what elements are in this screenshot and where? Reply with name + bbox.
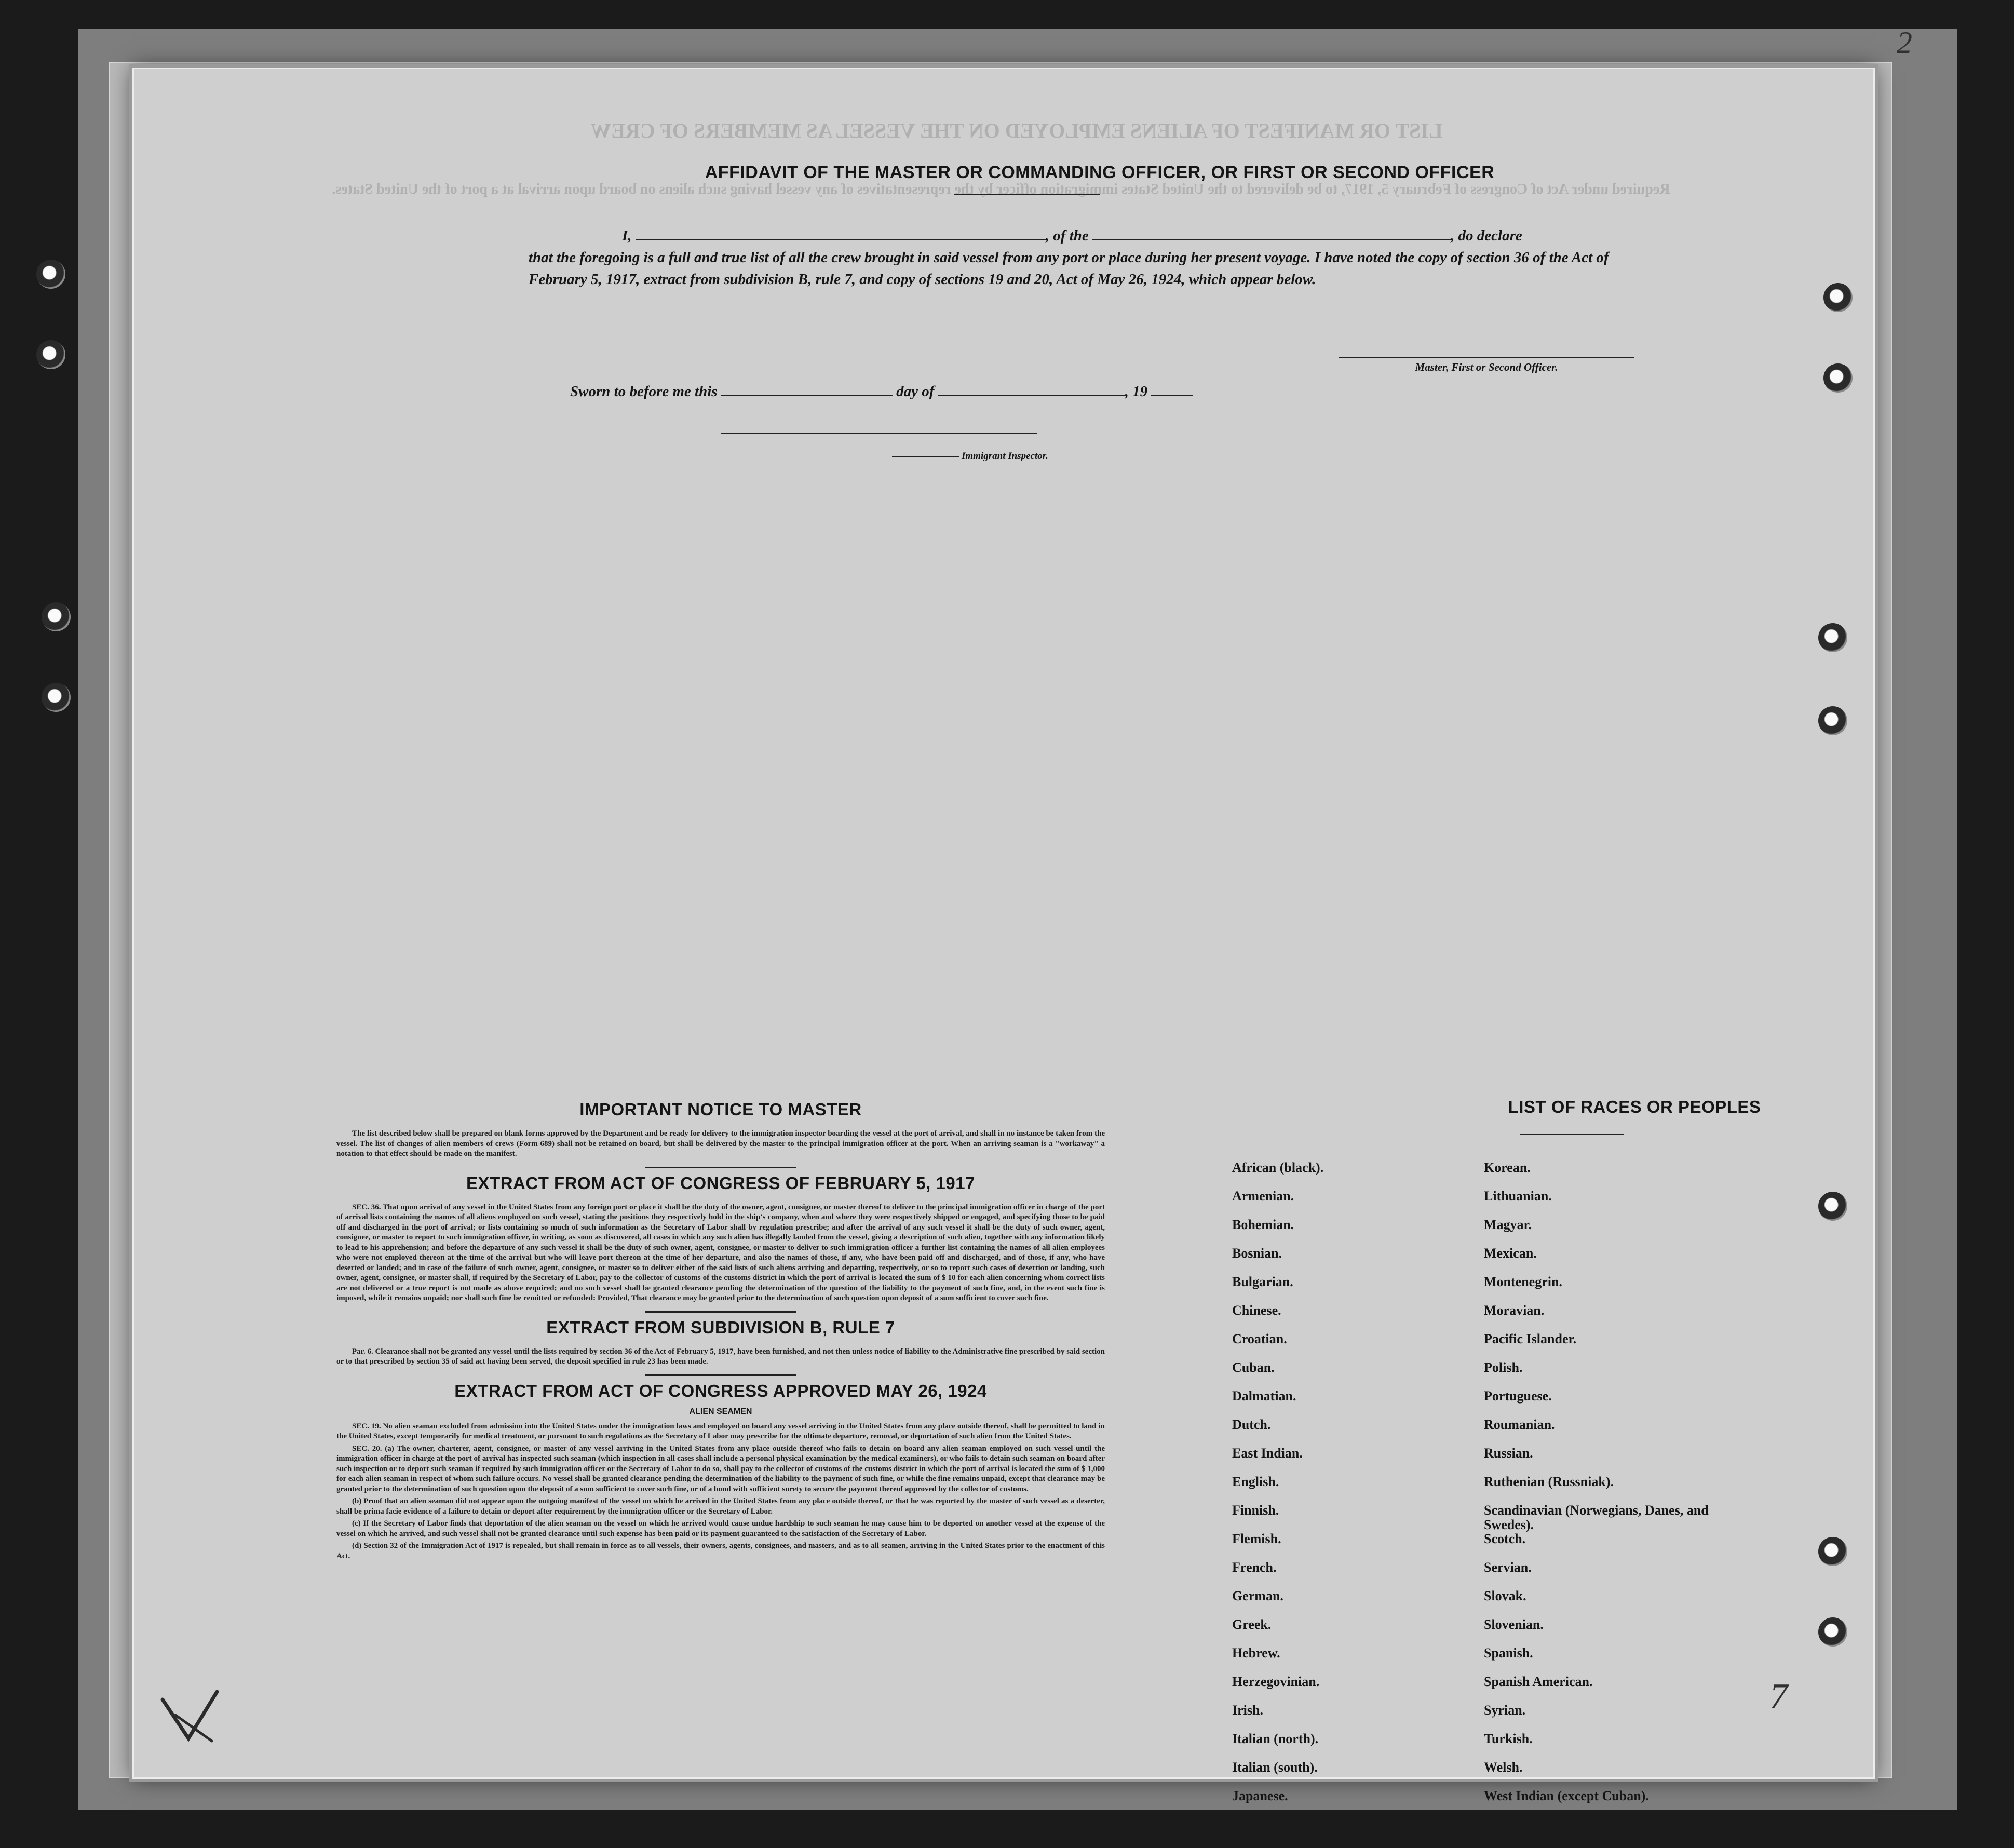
affidavit-of-the: , of the (1045, 227, 1089, 244)
race-item: English. (1232, 1474, 1279, 1489)
affidavit-body (529, 225, 1655, 290)
notice-title: IMPORTANT NOTICE TO MASTER (579, 1100, 862, 1119)
race-item: Scotch. (1484, 1531, 1526, 1546)
race-item: Bohemian. (1232, 1217, 1294, 1232)
race-item: Mexican. (1484, 1246, 1537, 1261)
race-item: Greek. (1232, 1617, 1272, 1632)
race-item: Irish. (1232, 1703, 1263, 1718)
race-item: Croatian. (1232, 1331, 1287, 1346)
sworn-day-field[interactable] (721, 384, 893, 396)
affidavit-declaration-text: that the foregoing is a full and true list of all the crew brought in said vessel from any port or place during her present voyage. I have noted the copy of section 36 of the Act of February 5, 1917, extract from subdivision B, rule 7, and copy of sections 19 and 20, Act of May 26, 1924, which appear below. (529, 249, 1609, 288)
extract-1924-sec20d: (d) Section 32 of the Immigration Act of 1917 is repealed, but shall remain in force as to all vessels, their owners, agents, consignees, and masters, and as to all seamen, arriving in the United States prior to the enactment of this Act. (336, 1542, 1105, 1560)
races-list-title: LIST OF RACES OR PEOPLES (1508, 1097, 1761, 1116)
race-item: Turkish. (1484, 1731, 1533, 1746)
race-item: Syrian. (1484, 1703, 1526, 1718)
race-item: Slovak. (1484, 1588, 1526, 1603)
affidavit-do-declare: , do declare (1451, 227, 1522, 244)
race-item: Dutch. (1232, 1417, 1271, 1432)
notice-rule (645, 1167, 796, 1168)
binder-hole-left-3 (42, 602, 71, 631)
race-item: Scandinavian (Norwegians, Danes, and Swedes). (1484, 1503, 1709, 1532)
race-item: Japanese. (1232, 1788, 1288, 1803)
manifest-reverse-page (132, 25, 1912, 1803)
binder-hole-right-6 (1818, 1537, 1847, 1566)
race-item: Servian. (1484, 1560, 1532, 1575)
race-item: Korean. (1484, 1160, 1531, 1175)
sworn-year-field[interactable] (1151, 384, 1193, 396)
master-signature-line[interactable] (1339, 357, 1634, 358)
race-item: German. (1232, 1588, 1283, 1603)
race-item: Russian. (1484, 1446, 1533, 1461)
race-item: Ruthenian (Russniak). (1484, 1474, 1614, 1489)
race-item: Slovenian. (1484, 1617, 1544, 1632)
sworn-day-of: day of (896, 383, 935, 400)
race-item: African (black). (1232, 1160, 1324, 1175)
inspector-label (892, 451, 1100, 462)
vessel-name-field[interactable] (1092, 228, 1451, 240)
master-name-field[interactable] (636, 228, 1046, 240)
extract-rule7-text: Par. 6. Clearance shall not be granted any vessel until the lists required by section 36 of the Act of February 5, 1917, have been furnished, and not then unless notice of liability to the Administrative fine prescribed by said section or to that prescribed by section 35 of said act having been served, the deposit specified in rule 23 has been made. (336, 1347, 1105, 1366)
affidavit-i: I, (622, 227, 632, 244)
race-item: Polish. (1484, 1360, 1523, 1375)
race-item: East Indian. (1232, 1446, 1303, 1461)
extract-rule7-rule (645, 1374, 796, 1376)
extract-1924-sec20b: (b) Proof that an alien seaman did not appear upon the outgoing manifest of the vessel on which he arrived in the United States from any place outside thereof, or that he was reported by the master of such vessel as a deserter, shall be prima facie evidence of a failure to detain or deport after requirement by the immigration officer or the Secretary of Labor. (336, 1497, 1105, 1516)
race-item: French. (1232, 1560, 1277, 1575)
handwritten-check-mark (160, 1689, 222, 1746)
binder-hole-right-2 (1823, 363, 1853, 393)
extract-1924-sec20a: SEC. 20. (a) The owner, charterer, agent, consignee, or master of any vessel arriving in the United States from any place outside thereof who fails to detain on board any alien seaman employed on such vessel until the immigration officer in charge at the port of arrival has inspected such seaman (which inspection in all cases shall include a personal physical examination by the medical examiners), or who fails to detain such seaman on board after such inspection or to deport such seaman if required by such immigration officer or the Secretary of Labor to do so, shall pay to the collector of customs of the customs district in which the port of arrival is located the sum of $ 1,000 for each alien seaman in respect of whom such failure occurs. No vessel shall be granted clearance pending the determination of the liability to the payment of such fine, or while the fine remains unpaid, except that clearance may be granted prior to the determination of such question upon the deposit of a sum sufficient to cover such fine, or of a bond with sufficient surety to secure the payment thereof approved by the collector of customs. (336, 1444, 1105, 1493)
bleed-through-title: LIST OR MANIFEST OF ALIENS EMPLOYED ON THE VESSEL AS MEMBERS OF CREW (590, 119, 1443, 142)
extract-1924-title: EXTRACT FROM ACT OF CONGRESS APPROVED MAY 26, 1924 (454, 1381, 987, 1400)
binder-hole-left-2 (36, 340, 65, 369)
affidavit-title-rule (954, 194, 1100, 195)
binder-hole-right-3 (1818, 623, 1847, 652)
extract-1924-sec20c: (c) If the Secretary of Labor finds that deportation of the alien seaman on the vessel on which he arrived would cause undue hardship to such seaman he may cause him to be deported on another vessel at the expense of the vessel on which he arrived, and such vessel shall not be granted clearance until such expense has been paid or its payment guaranteed to the satisfaction of the Secretary of Labor. (336, 1519, 1105, 1538)
sworn-prefix: Sworn to before me this (570, 383, 718, 400)
inspector-dash (892, 456, 959, 457)
races-left-column (1232, 1161, 1450, 1817)
race-item: Portuguese. (1484, 1388, 1552, 1404)
race-item: Flemish. (1232, 1531, 1281, 1546)
bleed-through-subtitle: Required under Act of Congress of February 5, 1917, to be delivered to the United States immigration officer by the representatives of any vessel having such aliens on board upon arrival at a port of the United States. (332, 181, 1670, 197)
race-item: Pacific Islander. (1484, 1331, 1577, 1346)
handwritten-page-number: 2 (1897, 25, 1912, 60)
race-item: Chinese. (1232, 1303, 1281, 1318)
race-item: Spanish American. (1484, 1674, 1593, 1689)
extract-rule7-title: EXTRACT FROM SUBDIVISION B, RULE 7 (546, 1317, 895, 1337)
extract-1917-text: SEC. 36. That upon arrival of any vessel in the United States from any foreign port or place it shall be the duty of the owner, agent, consignee, or master thereof to deliver to the principal immigration officer in charge of the port of arrival lists containing the names of all aliens employed on such vessel, stating the positions they respectively hold in the ship's company, when and where they were respectively shipped or engaged, and specifying those to be paid off and discharged in the port of arrival; or lists containing so much of such information as the Secretary of Labor shall by regulation prescribe; and after the arrival of any such vessel it shall be the duty of such owner, agent, consignee, or master to report to such immigration officer, in writing, as soon as discovered, all cases in which any such alien has illegally landed from the vessel, giving a description of such alien, together with any information likely to lead to his apprehension; and before the departure of any such vessel it shall be the duty of such owner, agent, consignee, or master to deliver to such immigration officer a further list containing the names of all alien employees who were not employed thereon at the time of the arrival but who will leave port thereon at the time of her departure, and also the names of those, if any, who have been paid off and discharged, and of those, if any, who have deserted or landed; and in case of the failure of such owner, agent, consignee, or master so to deliver either of the said lists of such aliens arriving and departing, respectively, or so to report such cases of desertion or landing, such owner, agent, consignee, or master shall, if required by the Secretary of Labor, pay to the collector of customs of the customs district in which the port of arrival is located the sum of $ 10 for each alien concerning whom correct lists are not delivered or a true report is not made as above required; and no such vessel shall be granted clearance pending the determination of the question of the liability to the payment of such fine, and, in the event such fine is imposed, while it remains unpaid; nor shall such fine be remitted or refunded: Provided, That clearance may be granted prior to the determination of such question upon deposit of a sum sufficient to cover such fine. (336, 1203, 1105, 1302)
master-signature-label: Master, First or Second Officer. (1415, 361, 1558, 373)
race-item: Italian (north). (1232, 1731, 1319, 1746)
notice-text: The list described below shall be prepared on blank forms approved by the Department and be ready for delivery to the immigration inspector boarding the vessel at the port of arrival, and shall in no instance be taken from the vessel. The list of changes of alien members of crews (Form 689) shall not be retained on board, but shall be delivered by the master to the principal immigration officer at the port. When an arriving seaman is a "workaway" a notation to that effect should be made on the manifest. (336, 1129, 1105, 1158)
race-item: Moravian. (1484, 1303, 1545, 1318)
binder-hole-right-5 (1818, 1192, 1847, 1221)
extract-1924-subtitle: ALIEN SEAMEN (689, 1407, 752, 1416)
race-item: Cuban. (1232, 1360, 1275, 1375)
races-right-column (1484, 1161, 1754, 1817)
races-list-rule (1520, 1134, 1624, 1135)
race-item: Dalmatian. (1232, 1388, 1296, 1404)
legal-notices-column (336, 1100, 1105, 1563)
sworn-month-field[interactable] (938, 384, 1125, 396)
race-item: Magyar. (1484, 1217, 1532, 1232)
race-item: Armenian. (1232, 1189, 1294, 1204)
affidavit-title: AFFIDAVIT OF THE MASTER OR COMMANDING OFFICER, OR FIRST OR SECOND OFFICER (705, 163, 1495, 182)
race-item: Spanish. (1484, 1645, 1533, 1661)
sworn-year-prefix: , 19 (1125, 383, 1148, 400)
race-item: Montenegrin. (1484, 1274, 1562, 1289)
binder-hole-left-4 (42, 683, 71, 712)
affidavit-first-line (529, 225, 1655, 247)
race-item: Bulgarian. (1232, 1274, 1293, 1289)
handwritten-mark: 7 (1769, 1677, 1788, 1717)
race-item: Finnish. (1232, 1503, 1279, 1518)
race-item: West Indian (except Cuban). (1484, 1788, 1649, 1803)
binder-hole-right-1 (1823, 283, 1853, 312)
sworn-line (570, 383, 1401, 400)
extract-1924-sec19: SEC. 19. No alien seaman excluded from admission into the United States under the immigration laws and employed on board any vessel arriving in the United States from any place outside thereof, shall be permitted to land in the United States, except temporarily for medical treatment, or pursuant to such regulations as the Secretary of Labor may prescribe for the ultimate departure, removal, or deportation of such alien from the United States. (336, 1422, 1105, 1440)
race-item: Welsh. (1484, 1760, 1523, 1775)
binder-hole-left-1 (36, 260, 65, 289)
extract-1917-title: EXTRACT FROM ACT OF CONGRESS OF FEBRUARY 5, 1917 (466, 1173, 975, 1193)
race-item: Lithuanian. (1484, 1189, 1552, 1204)
race-item: Italian (south). (1232, 1760, 1318, 1775)
extract-1917-rule (645, 1311, 796, 1313)
race-item: Roumanian. (1484, 1417, 1555, 1432)
inspector-label-text: Immigrant Inspector. (962, 451, 1048, 462)
binder-hole-right-7 (1818, 1617, 1847, 1647)
binder-hole-right-4 (1818, 706, 1847, 735)
inspector-signature-line[interactable] (721, 433, 1037, 434)
race-item: Herzegovinian. (1232, 1674, 1320, 1689)
race-item: Bosnian. (1232, 1246, 1282, 1261)
race-item: Hebrew. (1232, 1645, 1280, 1661)
